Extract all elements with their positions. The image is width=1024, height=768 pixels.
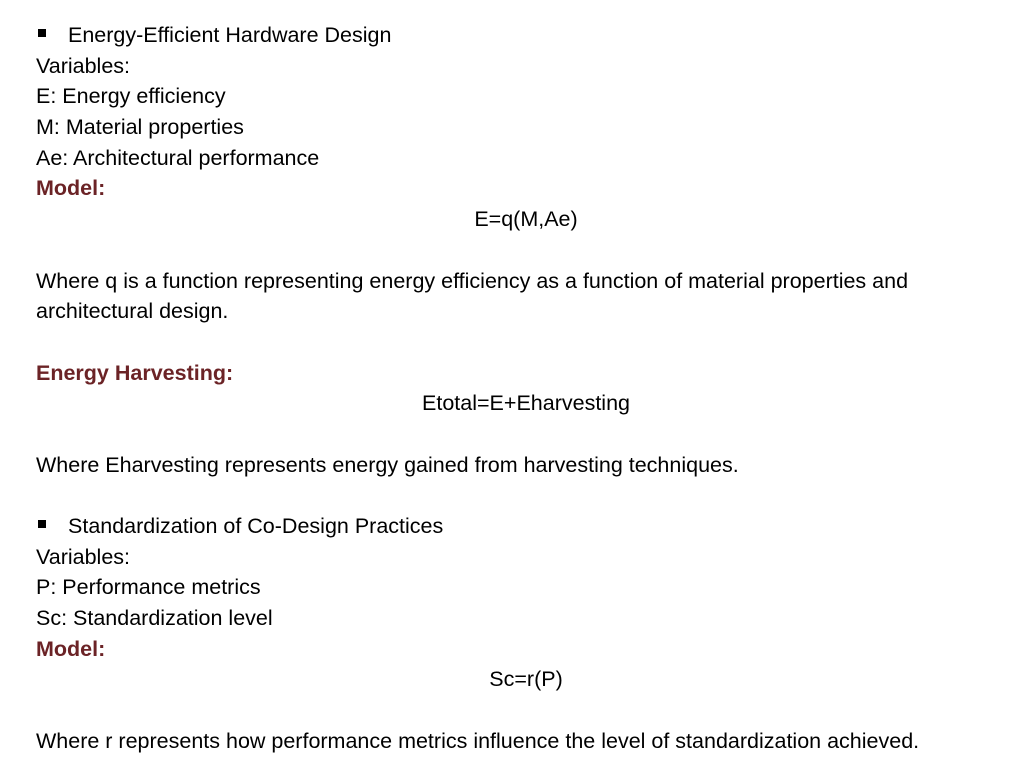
model-explanation: Where q is a function representing energy efficiency as a function of material properties and architectural design. — [36, 268, 909, 324]
variable-item: P: Performance metrics — [36, 575, 261, 600]
section-title: Energy-Efficient Hardware Design — [68, 23, 392, 47]
spacer — [36, 419, 1016, 450]
model-heading: Model: — [36, 636, 106, 661]
energy-harvesting-heading: Energy Harvesting: — [36, 360, 234, 385]
spacer — [36, 480, 1016, 511]
section-energy-efficient-title-row — [36, 20, 1016, 51]
model-equation: Sc=r(P) — [489, 667, 563, 692]
square-bullet-icon — [38, 29, 46, 37]
variable-item: Sc: Standardization level — [36, 606, 273, 631]
square-bullet-icon — [38, 520, 46, 528]
spacer — [36, 327, 1016, 358]
section-standardization-title-row — [36, 511, 1016, 542]
slide-content — [36, 20, 1016, 757]
spacer — [36, 235, 1016, 266]
variables-label: Variables: — [36, 53, 131, 78]
variable-item: M: Material properties — [36, 115, 244, 140]
variable-item: Ae: Architectural performance — [36, 145, 320, 170]
spacer — [36, 695, 1016, 726]
section-title: Standardization of Co-Design Practices — [68, 514, 444, 539]
variable-item: E: Energy efficiency — [36, 84, 226, 109]
model-explanation: Where r represents how performance metrics influence the level of standardization achieved. — [36, 728, 920, 753]
variables-label: Variables: — [36, 544, 131, 569]
harvesting-explanation: Where Eharvesting represents energy gained from harvesting techniques. — [36, 452, 739, 477]
model-equation: E=q(M,Ae) — [474, 207, 578, 232]
model-heading: Model: — [36, 176, 106, 201]
harvesting-equation: Etotal=E+Eharvesting — [422, 391, 630, 416]
